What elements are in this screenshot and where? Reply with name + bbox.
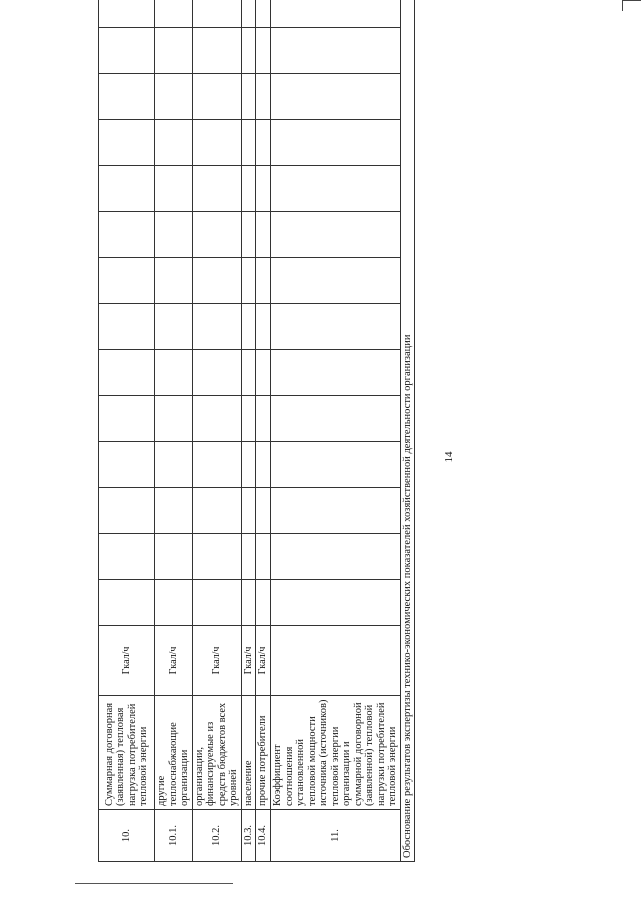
page-number: 14 — [443, 451, 455, 463]
value-cell — [99, 488, 155, 534]
value-cell — [99, 74, 155, 120]
value-cell — [271, 580, 401, 626]
value-cell — [241, 304, 256, 350]
value-cell — [192, 534, 241, 580]
row-number: 10.3. — [241, 810, 256, 862]
value-cell — [271, 304, 401, 350]
value-cell — [155, 350, 193, 396]
value-cell — [155, 488, 193, 534]
value-cell — [241, 166, 256, 212]
table-row — [271, 0, 401, 862]
value-cell — [271, 396, 401, 442]
row-number: 10.4. — [256, 810, 271, 862]
row-name: Коэффициент соотношения установленной тепловой мощности источника (источников) тепловой энергии организации и суммарной договорной (заявленной) тепловой нагрузки потребителей тепловой энергии — [271, 696, 401, 810]
row-number: 11. — [271, 810, 401, 862]
value-cell — [256, 534, 271, 580]
value-cell — [192, 396, 241, 442]
value-cell — [99, 212, 155, 258]
row-unit — [271, 626, 401, 696]
row-name: Суммарная договорная (заявленная) тепловая нагрузка потребителей тепловой энергии — [99, 696, 155, 810]
indicators-table — [98, 0, 415, 862]
row-unit: Гкал/ч — [99, 626, 155, 696]
table-row — [400, 0, 415, 862]
row-name: население — [241, 696, 256, 810]
value-cell — [271, 534, 401, 580]
table-row — [99, 0, 155, 862]
table-row — [256, 0, 271, 862]
row-unit: Гкал/ч — [256, 626, 271, 696]
value-cell — [99, 580, 155, 626]
value-cell — [256, 258, 271, 304]
value-cell — [99, 258, 155, 304]
value-cell — [256, 28, 271, 74]
value-cell — [271, 258, 401, 304]
value-cell — [241, 580, 256, 626]
value-cell — [155, 74, 193, 120]
value-cell — [192, 120, 241, 166]
row-name: организации, финансируемые из средств бюджетов всех уровней — [192, 696, 241, 810]
corner-mark — [622, 0, 641, 11]
table-row — [192, 0, 241, 862]
row-name: другие теплоснабжающие организации — [155, 696, 193, 810]
value-cell — [155, 212, 193, 258]
row-number: 10. — [99, 810, 155, 862]
value-cell — [271, 442, 401, 488]
value-cell — [241, 74, 256, 120]
value-cell — [271, 350, 401, 396]
value-cell — [256, 580, 271, 626]
value-cell — [271, 166, 401, 212]
value-cell — [241, 120, 256, 166]
value-cell — [192, 580, 241, 626]
value-cell — [241, 442, 256, 488]
value-cell — [99, 120, 155, 166]
value-cell — [241, 534, 256, 580]
row-number: 10.2. — [192, 810, 241, 862]
row-unit: Гкал/ч — [192, 626, 241, 696]
value-cell — [99, 304, 155, 350]
footer-rule — [75, 883, 233, 884]
value-cell — [256, 120, 271, 166]
value-cell — [99, 442, 155, 488]
value-cell — [192, 442, 241, 488]
value-cell — [256, 442, 271, 488]
value-cell — [271, 212, 401, 258]
value-cell — [155, 396, 193, 442]
rotated-table-area — [98, 22, 413, 862]
value-cell — [99, 350, 155, 396]
value-cell — [99, 28, 155, 74]
value-cell — [192, 350, 241, 396]
table-row — [241, 0, 256, 862]
value-cell — [256, 166, 271, 212]
value-cell — [99, 0, 155, 28]
value-cell — [192, 258, 241, 304]
value-cell — [271, 0, 401, 28]
value-cell — [256, 74, 271, 120]
row-unit: Гкал/ч — [241, 626, 256, 696]
rotated-table-container — [98, 22, 413, 862]
value-cell — [192, 74, 241, 120]
row-name: прочие потребители — [256, 696, 271, 810]
value-cell — [99, 396, 155, 442]
value-cell — [271, 28, 401, 74]
value-cell — [256, 304, 271, 350]
value-cell — [155, 534, 193, 580]
value-cell — [192, 212, 241, 258]
row-unit: Гкал/ч — [155, 626, 193, 696]
justification-caption: Обоснование результатов экспертизы технико-экономических показателей хозяйственной деятельности организации — [400, 0, 415, 862]
value-cell — [256, 350, 271, 396]
value-cell — [241, 212, 256, 258]
value-cell — [99, 534, 155, 580]
value-cell — [256, 488, 271, 534]
value-cell — [256, 0, 271, 28]
value-cell — [241, 258, 256, 304]
value-cell — [256, 212, 271, 258]
value-cell — [155, 258, 193, 304]
value-cell — [192, 488, 241, 534]
value-cell — [241, 396, 256, 442]
value-cell — [99, 166, 155, 212]
value-cell — [155, 580, 193, 626]
value-cell — [241, 0, 256, 28]
value-cell — [192, 0, 241, 28]
value-cell — [271, 74, 401, 120]
value-cell — [155, 442, 193, 488]
row-number: 10.1. — [155, 810, 193, 862]
value-cell — [192, 304, 241, 350]
value-cell — [155, 120, 193, 166]
value-cell — [241, 350, 256, 396]
value-cell — [192, 166, 241, 212]
value-cell — [256, 396, 271, 442]
value-cell — [241, 28, 256, 74]
value-cell — [271, 120, 401, 166]
value-cell — [155, 28, 193, 74]
value-cell — [155, 304, 193, 350]
value-cell — [271, 488, 401, 534]
value-cell — [241, 488, 256, 534]
value-cell — [155, 166, 193, 212]
value-cell — [155, 0, 193, 28]
table-row — [155, 0, 193, 862]
value-cell — [192, 28, 241, 74]
